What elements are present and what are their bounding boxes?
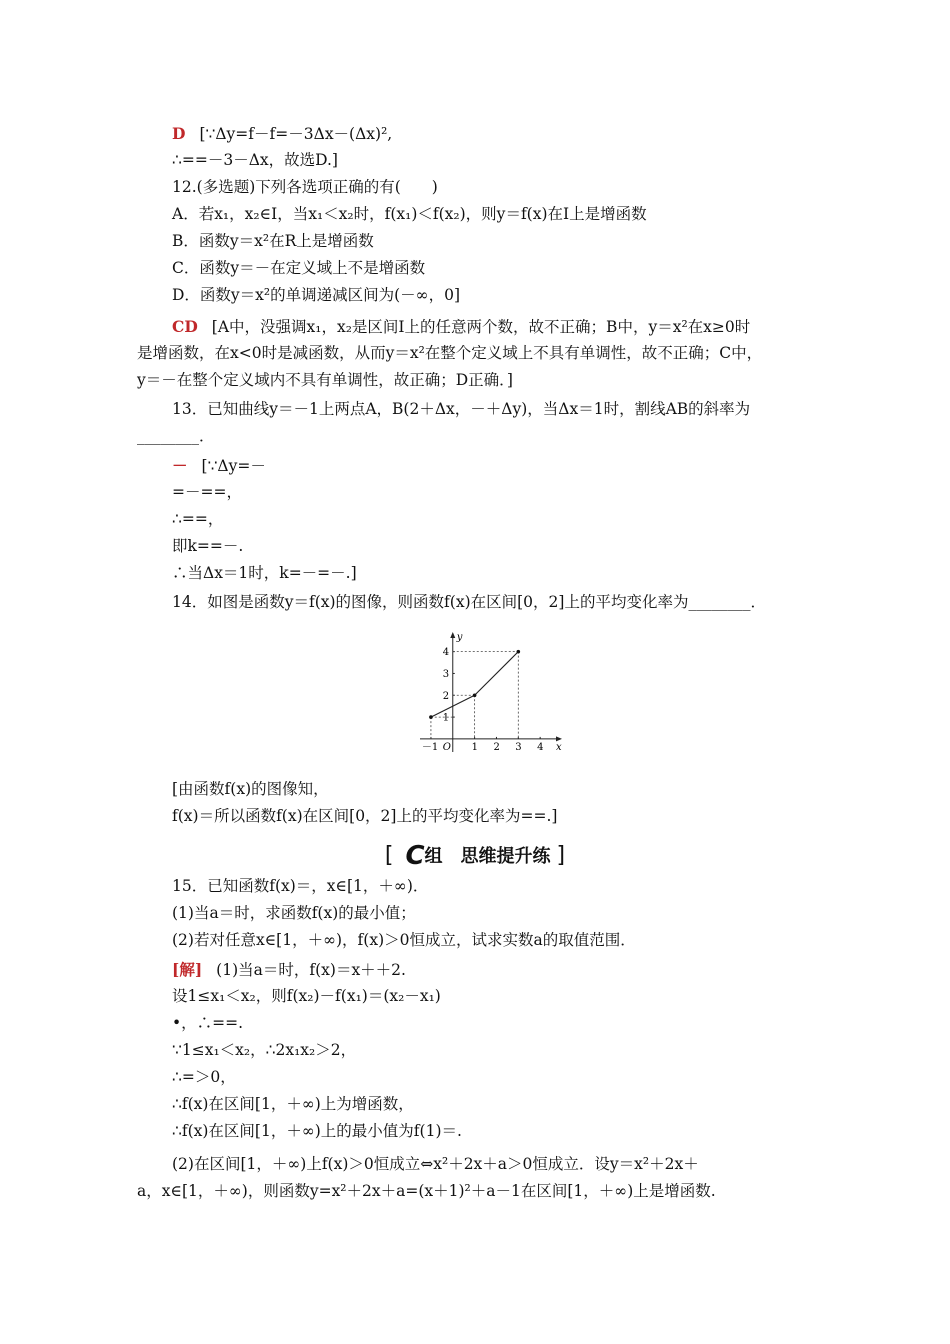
x-tick-label: 4	[537, 741, 544, 753]
text-line-l17	[172, 560, 850, 587]
text-line-l25	[172, 983, 850, 1010]
line-text: ∴f(x)在区间[1，＋∞)上为增函数，	[172, 1095, 414, 1113]
origin-label: O	[442, 741, 451, 753]
data-point	[517, 650, 521, 654]
y-axis-label: y	[456, 632, 463, 643]
data-point	[429, 715, 433, 719]
line-text: 12.(多选题)下列各选项正确的有( )	[172, 178, 438, 196]
text-line-l21	[172, 873, 850, 900]
line-text: 是增函数，在x<0时是减函数，从而y＝x²在整个定义域上不具有单调性，故不正确；C中，	[137, 344, 763, 362]
line-text: 设1≤x₁＜x₂，则f(x₂)－f(x₁)＝(x₂－x₁)	[172, 987, 441, 1005]
section-header-title: 组 思维提升练	[424, 846, 551, 867]
function-graph	[416, 626, 572, 766]
text-line-l6	[172, 255, 850, 282]
line-text: 即k==－.	[172, 537, 244, 555]
line-text: ________．	[137, 427, 215, 445]
text-line-l15	[172, 506, 850, 533]
line-text: f(x)＝所以函数f(x)在区间[0，2]上的平均变化率为==.]	[172, 807, 558, 825]
line-text: 14．如图是函数y＝f(x)的图像，则函数f(x)在区间[0，2]上的平均变化率为________．	[172, 593, 766, 611]
text-line-l7	[172, 282, 850, 309]
text-line-l16	[172, 533, 850, 560]
x-axis-label: x	[556, 741, 562, 753]
x-axis-arrow	[556, 736, 562, 741]
line-text: ∴f(x)在区间[1，＋∞)上的最小值为f(1)＝.	[172, 1122, 462, 1140]
line-text: ∵1≤x₁＜x₂，∴2x₁x₂＞2，	[172, 1041, 357, 1059]
text-line-l26	[172, 1010, 850, 1037]
text-line-l24	[172, 956, 850, 984]
text-line-l22	[172, 900, 850, 927]
section-header-group-c	[0, 842, 950, 871]
text-line-l8	[172, 313, 850, 341]
text-line-l19	[172, 776, 850, 803]
line-text: B．函数y＝x²在R上是增函数	[172, 232, 374, 250]
text-line-l12	[137, 423, 850, 450]
text-line-l31	[172, 1151, 850, 1178]
line-text: ∴==－3－Δx，故选D.]	[172, 151, 338, 169]
text-line-l11	[172, 396, 850, 423]
line-text: ∴=＞0，	[172, 1068, 236, 1086]
line-text: ∴==，	[172, 510, 224, 528]
line-text: y＝－在整个定义域内不具有单调性，故正确；D正确．]	[137, 371, 513, 389]
text-line-l4	[172, 201, 850, 228]
line-text: (1)当a＝时，求函数f(x)的最小值；	[172, 904, 416, 922]
text-line-l10	[137, 367, 850, 394]
answer-label: D	[172, 124, 186, 143]
text-line-l28	[172, 1064, 850, 1091]
text-line-l18	[172, 589, 850, 616]
text-line-l3	[172, 174, 850, 201]
answer-label: CD	[172, 317, 198, 336]
text-line-l2	[172, 147, 850, 174]
line-text: [∵Δy=－	[201, 457, 266, 475]
text-line-l14	[172, 479, 850, 506]
line-text: •，∴==.	[172, 1014, 244, 1032]
text-line-l5	[172, 228, 850, 255]
data-point	[473, 693, 477, 697]
line-text: a，x∈[1，＋∞)，则函数y=x²＋2x＋a=(x＋1)²＋a－1在区间[1，＋∞)上是增函数.	[137, 1182, 716, 1200]
text-line-l32	[137, 1178, 850, 1205]
y-tick-label: 3	[442, 668, 450, 680]
text-line-l29	[172, 1091, 850, 1118]
y-tick-label: 4	[442, 647, 450, 659]
text-line-l20	[172, 803, 850, 830]
text-line-l1	[172, 120, 850, 148]
text-line-l27	[172, 1037, 850, 1064]
line-text: (2)在区间[1，＋∞)上f(x)＞0恒成立⇔x²＋2x＋a＞0恒成立．设y＝x²＋2x＋	[172, 1155, 699, 1173]
x-tick-label: 1	[471, 741, 478, 753]
line-text: ∴当Δx＝1时，k=－=－.]	[172, 564, 357, 582]
line-text: C．函数y＝－在定义域上不是增函数	[172, 259, 426, 277]
text-line-l9	[137, 340, 850, 367]
line-text: [∵Δy=f－f=－3Δx－(Δx)²,	[199, 125, 393, 143]
line-text: [由函数f(x)的图像知，	[172, 780, 329, 798]
line-text: [A中，没强调x₁，x₂是区间I上的任意两个数，故不正确；B中，y＝x²在x≥0时	[211, 318, 751, 336]
x-tick-label: －1	[421, 741, 439, 753]
line-text: 13．已知曲线y＝－1上两点A，B(2＋Δx，－＋Δy)，当Δx＝1时，割线AB的斜率为	[172, 400, 751, 418]
line-text: (1)当a＝时，f(x)＝x＋＋2.	[216, 961, 406, 979]
line-text: =－==，	[172, 483, 242, 501]
text-line-l23	[172, 927, 850, 954]
text-line-l30	[172, 1118, 850, 1145]
line-text: 15．已知函数f(x)＝，x∈[1，＋∞)．	[172, 877, 429, 895]
y-tick-label: 1	[442, 712, 450, 724]
answer-label: [解]	[172, 960, 203, 979]
function-segment	[475, 652, 519, 696]
x-tick-label: 3	[515, 741, 522, 753]
section-header-close: ]	[556, 843, 566, 868]
line-text: D．函数y＝x²的单调递减区间为(－∞，0]	[172, 286, 461, 304]
text-line-l13	[172, 452, 850, 480]
x-tick-label: 2	[493, 741, 500, 753]
line-text: A．若x₁，x₂∈I，当x₁＜x₂时，f(x₁)＜f(x₂)，则y＝f(x)在I上是增函数	[172, 205, 647, 223]
line-text: (2)若对任意x∈[1，＋∞)，f(x)＞0恒成立，试求实数a的取值范围．	[172, 931, 636, 949]
y-tick-label: 2	[442, 690, 450, 702]
section-header-open: [	[384, 843, 394, 868]
section-header-letter: C	[405, 841, 425, 871]
y-axis-arrow	[450, 632, 455, 638]
answer-label: －	[172, 456, 188, 475]
